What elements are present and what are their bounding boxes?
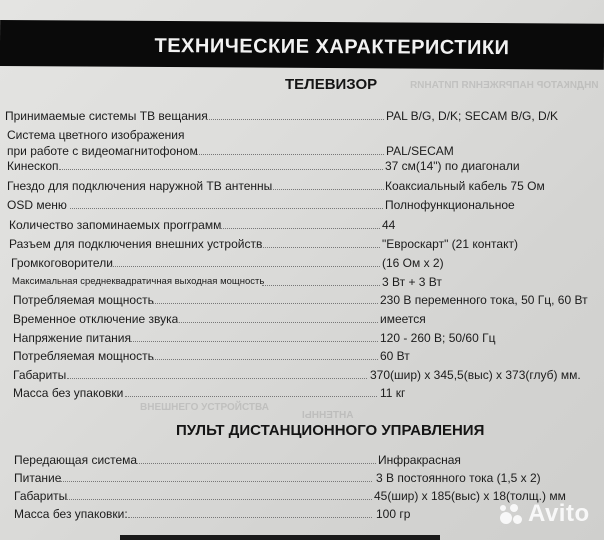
spec-label: Временное отключение звука (13, 312, 179, 326)
spec-label: Передающая система (14, 453, 138, 467)
spec-row (0, 291, 604, 309)
spec-value: (16 Ом x 2) (382, 256, 444, 270)
spec-label: Принимаемые системы ТВ вещания (5, 109, 208, 123)
spec-value: 11 кг (380, 386, 406, 400)
bleed-through-text: АНТЕННЫ (302, 410, 354, 421)
leader-dots (262, 275, 380, 286)
spec-row (0, 310, 604, 328)
spec-row (0, 216, 604, 234)
spec-label: Масса без упаковки (13, 386, 124, 400)
spec-row (0, 273, 604, 291)
spec-value: 3 В постоянного тока (1,5 x 2) (376, 471, 541, 485)
leader-dots (267, 179, 384, 190)
spec-value: PAL/SECAM (386, 144, 454, 158)
spec-label: Кинескоп (7, 159, 59, 173)
spec-value: 370(шир) x 345,5(выс) x 373(глуб) мм. (370, 368, 581, 382)
spec-row (0, 366, 604, 384)
tv-section-title: ТЕЛЕВИЗОР (285, 76, 378, 93)
spec-row (0, 384, 604, 402)
spec-value: PAL B/G, D/K; SECAM B/G, D/K (386, 109, 559, 123)
spec-row (0, 107, 604, 125)
leader-dots (110, 256, 380, 267)
leader-dots (190, 144, 384, 155)
spec-row (0, 177, 604, 195)
spec-value: Полнофункциональное (385, 198, 515, 212)
leader-dots (130, 331, 378, 342)
spec-value: 37 см(14") по диагонали (385, 159, 520, 173)
spec-value: Коаксиальный кабель 75 Ом (385, 179, 545, 193)
leader-dots (134, 453, 376, 464)
spec-row (0, 235, 604, 253)
spec-label: Питание (14, 471, 62, 485)
spec-value: 45(шир) x 185(выс) x 18(толщ.) мм (374, 489, 566, 503)
spec-label: Потребляемая мощность (13, 293, 154, 307)
spec-value: 120 - 260 В; 50/60 Гц (380, 331, 496, 345)
spec-label: Громкоговорители (11, 256, 113, 270)
spec-value: 60 Вт (380, 349, 410, 363)
spec-value: имеется (380, 312, 426, 326)
spec-row (0, 254, 604, 272)
leader-dots (255, 237, 380, 248)
leader-dots (67, 368, 367, 379)
leader-dots (60, 471, 372, 482)
bleed-through-text: ВНЕШНЕГО УСТРОЙСТВА (140, 402, 269, 413)
page-bottom-edge (120, 535, 440, 540)
page-title: ТЕХНИЧЕСКИЕ ХАРАКТЕРИСТИКИ (154, 34, 510, 59)
leader-dots (220, 218, 380, 229)
spec-value: 230 В переменного тока, 50 Гц, 60 Вт (380, 293, 588, 307)
spec-value: "Евроскарт" (21 контакт) (382, 237, 518, 251)
leader-dots (59, 159, 383, 170)
avito-logo-icon (498, 502, 524, 526)
spec-label: Потребляемая мощность (13, 349, 154, 363)
leader-dots (70, 198, 383, 209)
remote-section-title: ПУЛЬТ ДИСТАНЦИОННОГО УПРАВЛЕНИЯ (176, 422, 485, 439)
bleed-through-text: ИНДИКАТОР НАПРЯЖЕНИЯ ПИТАНИЯ (410, 80, 599, 91)
spec-label: Габариты (14, 489, 68, 503)
spec-row (0, 329, 604, 347)
leader-dots (128, 507, 372, 518)
avito-wordmark: Avito (528, 500, 590, 527)
spec-row (0, 157, 604, 175)
spec-row (0, 196, 604, 214)
spec-row (0, 451, 604, 469)
leader-dots (150, 293, 378, 304)
spec-label-continued: при работе с видеомагнитофоном (7, 144, 198, 158)
spec-value: 44 (382, 218, 396, 232)
spec-label: OSD меню (7, 198, 67, 212)
leader-dots (125, 386, 377, 397)
spec-label: Напряжение питания (13, 331, 131, 345)
spec-label: Гнездо для подключения наружной ТВ антенны (7, 179, 273, 193)
leader-dots (176, 312, 378, 323)
spec-label: Разъем для подключения внешних устройств (9, 237, 263, 251)
spec-label: Система цветного изображения (7, 128, 185, 142)
spec-row (0, 469, 604, 487)
spec-label: Масса без упаковки: (14, 507, 128, 521)
spec-label: Габариты (13, 368, 67, 382)
leader-dots (66, 489, 372, 500)
spec-value: 100 гр (376, 507, 411, 521)
avito-watermark (498, 500, 590, 528)
spec-label: Максимальная среднеквадратичная выходная мощность (12, 276, 265, 287)
spec-label: Количество запоминаемых проrграмм (9, 218, 222, 232)
spec-row (0, 347, 604, 365)
spec-value: 3 Вт + 3 Вт (382, 275, 442, 289)
leader-dots (206, 109, 384, 120)
leader-dots (150, 349, 378, 360)
header-banner (0, 20, 604, 70)
spec-value: Инфракрасная (378, 453, 461, 467)
